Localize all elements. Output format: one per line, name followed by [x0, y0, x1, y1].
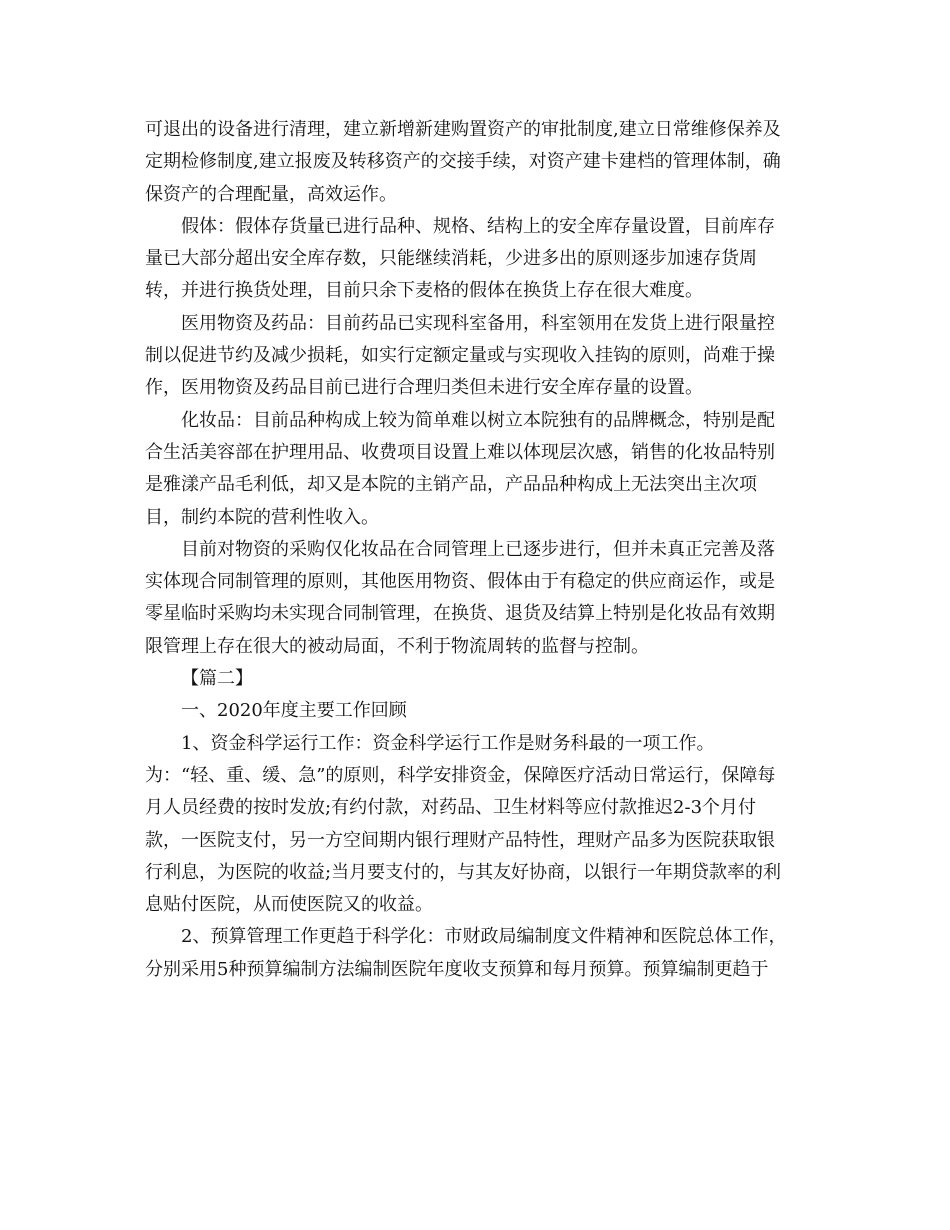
- text-line: 零星临时采购均未实现合同制管理，在换货、退货及结算上特别是化妆品有效期: [145, 603, 775, 625]
- text-line: 【篇二】: [181, 668, 253, 690]
- text-line: 假体：假体存货量已进行品种、规格、结构上的安全库存量设置，目前库存: [181, 215, 775, 237]
- text-line: 合生活美容部在护理用品、收费项目设置上难以体现层次感，销售的化妆品特别: [145, 441, 775, 463]
- text-line: 转，并进行换货处理，目前只余下麦格的假体在换货上存在很大难度。: [145, 280, 703, 302]
- section-heading: [145, 663, 810, 695]
- text-line: 定期检修制度,建立报废及转移资产的交接手续，对资产建卡建档的管理体制，确: [145, 151, 781, 173]
- text-line: 量已大部分超出安全库存数，只能继续消耗，少进多出的原则逐步加速存货周: [145, 248, 757, 270]
- text-line: 款，一医院支付，另一方空间期内银行理财产品特性，理财产品多为医院获取银: [145, 829, 775, 851]
- body-paragraph: [145, 405, 810, 534]
- body-paragraph: [145, 534, 810, 663]
- text-line: 是雅漾产品毛利低，却又是本院的主销产品，产品品种构成上无法突出主次项: [145, 474, 757, 496]
- text-line: 行利息，为医院的收益;当月要支付的，与其友好协商，以银行一年期贷款率的利: [145, 861, 782, 883]
- text-line: 医用物资及药品：目前药品已实现科室备用，科室领用在发货上进行限量控: [181, 312, 775, 334]
- body-paragraph: [145, 760, 810, 921]
- body-paragraph: [145, 728, 810, 760]
- text-line: 目前对物资的采购仅化妆品在合同管理上已逐步进行，但并未真正完善及落: [181, 538, 775, 560]
- text-line: 为：“轻、重、缓、急”的原则，科学安排资金，保障医疗活动日常运行，保障每: [145, 764, 776, 786]
- body-paragraph: [145, 211, 810, 308]
- text-line: 2、预算管理工作更趋于科学化：市财政局编制度文件精神和医院总体工作，: [181, 926, 787, 948]
- text-line: 1、资金科学运行工作：资金科学运行工作是财务科最的一项工作。: [181, 732, 715, 754]
- text-line: 目，制约本院的营利性收入。: [145, 506, 379, 528]
- text-line: 限管理上存在很大的被动局面，不利于物流周转的监督与控制。: [145, 635, 649, 657]
- document-body: [145, 114, 810, 986]
- text-line: 息贴付医院，从而使医院又的收益。: [145, 894, 433, 916]
- body-paragraph: [145, 921, 810, 986]
- text-line: 月人员经费的按时发放;有约付款，对药品、卫生材料等应付款推迟2-3个月付: [145, 797, 757, 819]
- text-line: 可退出的设备进行清理，建立新增新建购置资产的审批制度,建立日常维修保养及: [145, 119, 781, 140]
- text-line: 作，医用物资及药品目前已进行合理归类但未进行安全库存量的设置。: [145, 377, 703, 399]
- body-paragraph: [145, 308, 810, 405]
- section-heading: [145, 695, 810, 727]
- text-line: 化妆品：目前品种构成上较为简单难以树立本院独有的品牌概念，特别是配: [181, 409, 775, 431]
- text-line: 制以促进节约及减少损耗，如实行定额定量或与实现收入挂钩的原则，尚难于操: [145, 345, 775, 367]
- text-line: 保资产的合理配量，高效运作。: [145, 183, 397, 205]
- text-line: 分别采用5种预算编制方法编制医院年度收支预算和每月预算。预算编制更趋于: [145, 958, 769, 980]
- body-paragraph: [145, 114, 810, 211]
- text-line: 一、2020年度主要工作回顾: [181, 700, 407, 722]
- text-line: 实体现合同制管理的原则，其他医用物资、假体由于有稳定的供应商运作，或是: [145, 571, 775, 593]
